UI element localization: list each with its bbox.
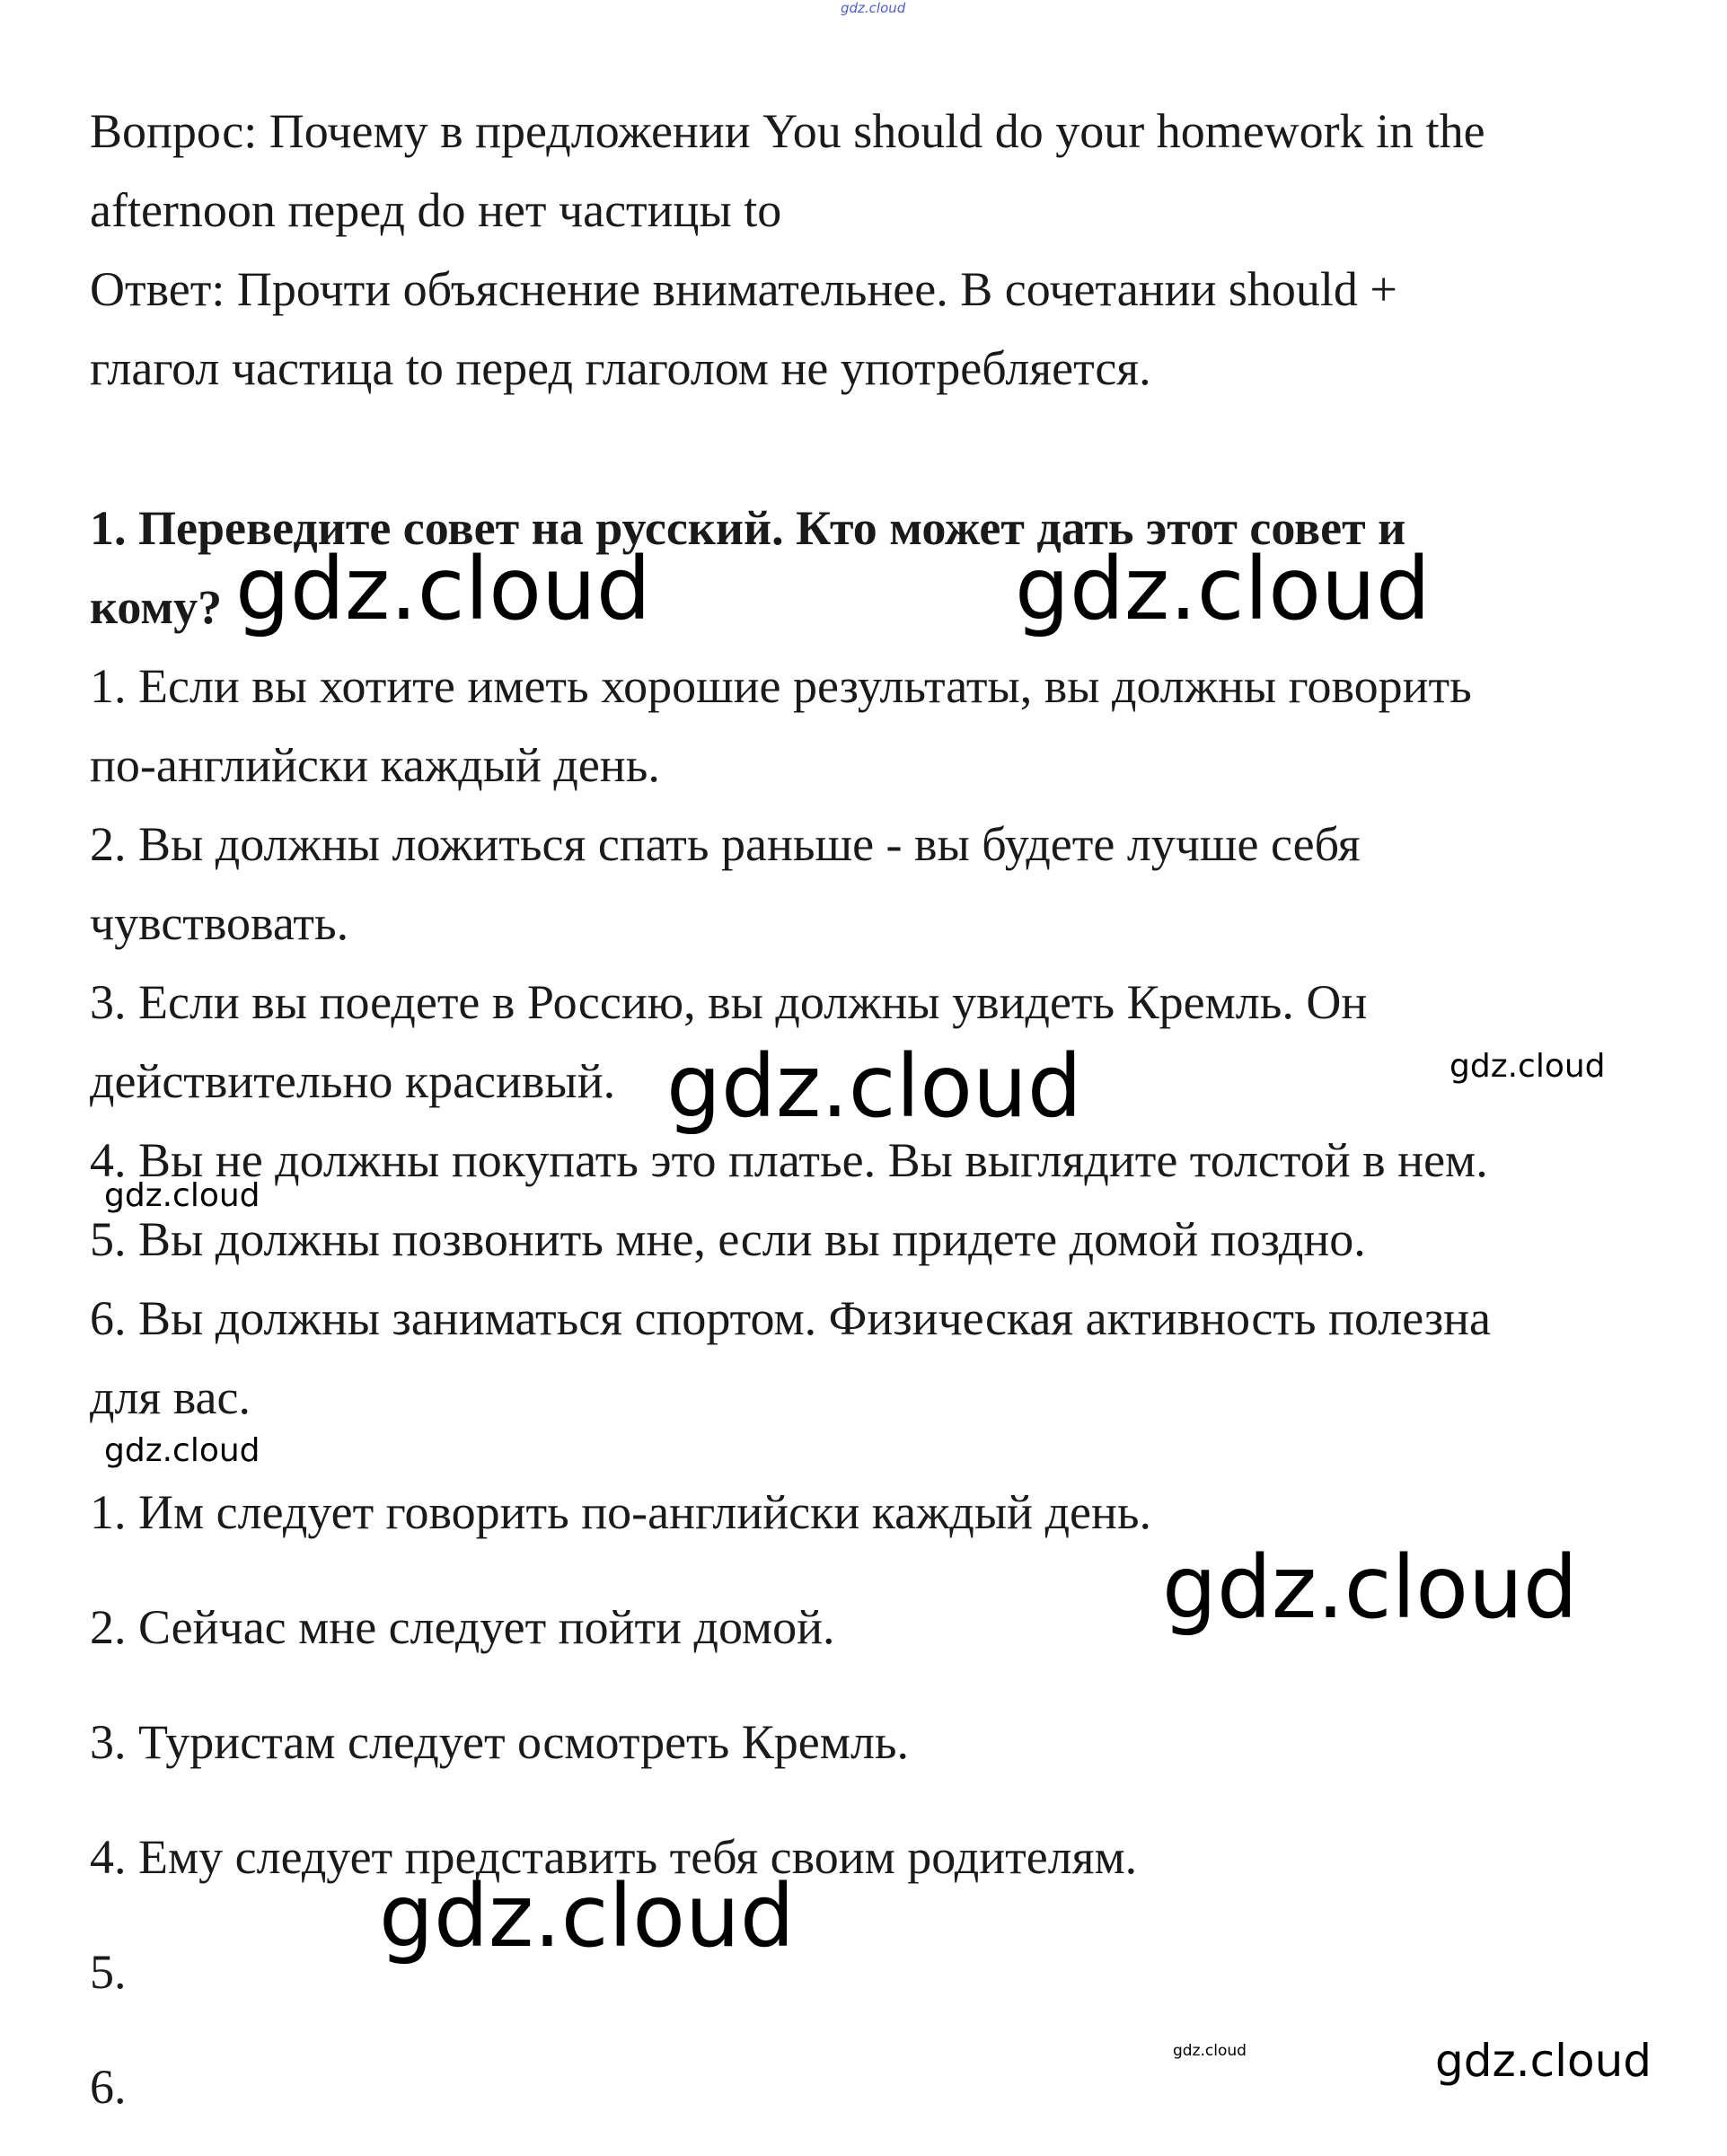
watermark: gdz.cloud [104, 1177, 260, 1214]
watermark-top: gdz.cloud [841, 0, 906, 16]
watermark: gdz.cloud [1449, 1048, 1606, 1085]
task-heading-line-2: кому? [90, 580, 223, 634]
translation-line: для вас. [90, 1370, 251, 1424]
translation-line: 1. Если вы хотите иметь хорошие результаты, вы должны говорить [90, 659, 1472, 713]
watermark: gdz.cloud [379, 1866, 795, 1967]
watermark: gdz.cloud [1435, 2035, 1652, 2087]
translation-line: 4. Вы не должны покупать это платье. Вы выглядите толстой в нем. [90, 1133, 1488, 1187]
answer-line: 4. Ему следует представить тебя своим родителям. [90, 1830, 1138, 1884]
watermark: gdz.cloud [1015, 539, 1431, 639]
translation-line: 5. Вы должны позвонить мне, если вы придете домой поздно. [90, 1212, 1366, 1266]
watermark: gdz.cloud [235, 539, 651, 639]
translation-line: 6. Вы должны заниматься спортом. Физическая активность полезна [90, 1291, 1492, 1345]
answer-line: 2. Сейчас мне следует пойти домой. [90, 1600, 835, 1654]
translation-line: по-английски каждый день. [90, 738, 660, 792]
question-text-line-2: afternoon перед do нет частицы to [90, 183, 782, 237]
question-text-line-1: Вопрос: Почему в предложении You should do your homework in the [90, 104, 1485, 158]
translation-line: действительно красивый. [90, 1054, 616, 1108]
task-heading-line-1: 1. Переведите совет на русский. Кто может дать этот совет и [90, 501, 1406, 555]
answer-line: 1. Им следует говорить по-английски каждый день. [90, 1485, 1152, 1539]
answer-text-line-1: Ответ: Прочти объяснение внимательнее. В сочетании should + [90, 262, 1397, 316]
answer-line: 6. [90, 2060, 127, 2114]
translation-line: 3. Если вы поедете в Россию, вы должны увидеть Кремль. Он [90, 975, 1368, 1029]
translation-line: 2. Вы должны ложиться спать раньше - вы будете лучше себя [90, 817, 1361, 871]
watermark: gdz.cloud [1162, 1537, 1578, 1638]
answer-line: 3. Туристам следует осмотреть Кремль. [90, 1715, 910, 1769]
answer-text-line-2: глагол частица to перед глаголом не употребляется. [90, 341, 1151, 395]
translation-line: чувствовать. [90, 896, 349, 950]
answer-line: 5. [90, 1945, 127, 1999]
watermark: gdz.cloud [1173, 2042, 1247, 2060]
watermark: gdz.cloud [666, 1036, 1082, 1137]
watermark: gdz.cloud [104, 1432, 260, 1469]
